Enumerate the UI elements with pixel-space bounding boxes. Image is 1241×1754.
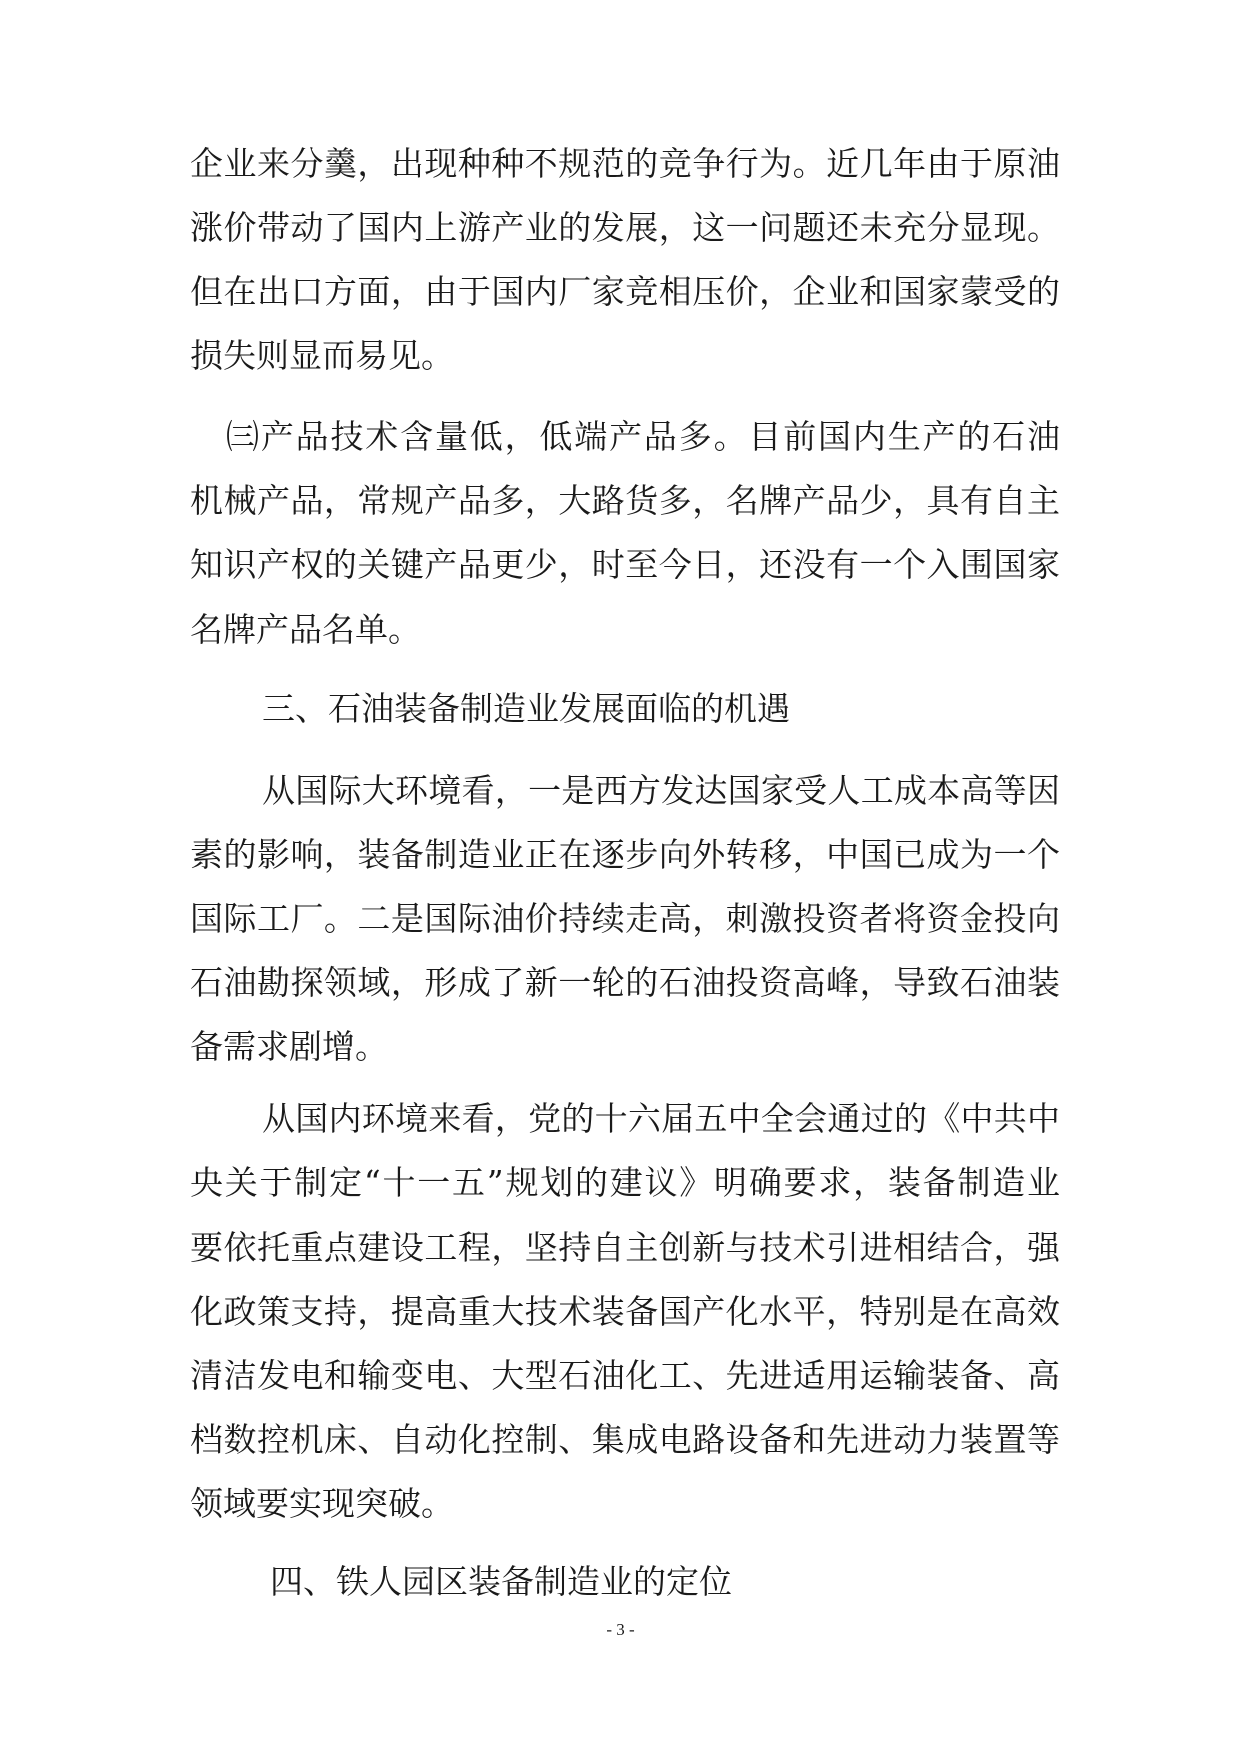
body-text-line: 央关于制定“十一五”规划的建议》明确要求，装备制造业 [190,1163,1060,1202]
body-text-line: 备需求剧增。 [190,1027,388,1066]
body-text-line: 领域要实现突破。 [190,1484,454,1523]
section-heading: 四、铁人园区装备制造业的定位 [270,1562,732,1601]
body-text-line: 化政策支持，提高重大技术装备国产化水平，特别是在高效 [190,1292,1060,1331]
body-text-line: 名牌产品名单。 [190,610,421,649]
body-text-line: 从国内环境来看，党的十六届五中全会通过的《中共中 [262,1099,1060,1138]
body-text-line: 企业来分羹，出现种种不规范的竞争行为。近几年由于原油 [190,144,1060,183]
body-text-line: ㈢产品技术含量低，低端产品多。目前国内生产的石油 [226,417,1060,456]
body-text-line: 国际工厂。二是国际油价持续走高，刺激投资者将资金投向 [190,899,1060,938]
body-text-line: 机械产品，常规产品多，大路货多，名牌产品少，具有自主 [190,481,1060,520]
body-text-line: 档数控机床、自动化控制、集成电路设备和先进动力装置等 [190,1420,1060,1459]
body-text-line: 但在出口方面，由于国内厂家竞相压价，企业和国家蒙受的 [190,272,1060,311]
body-text-line: 素的影响，装备制造业正在逐步向外转移，中国已成为一个 [190,835,1060,874]
section-heading: 三、石油装备制造业发展面临的机遇 [262,689,790,728]
body-text-line: 从国际大环境看，一是西方发达国家受人工成本高等因 [262,771,1060,810]
body-text-line: 清洁发电和输变电、大型石油化工、先进适用运输装备、高 [190,1356,1060,1395]
body-text-line: 涨价带动了国内上游产业的发展，这一问题还未充分显现。 [190,208,1060,247]
body-text-line: 损失则显而易见。 [190,336,454,375]
body-text-line: 要依托重点建设工程，坚持自主创新与技术引进相结合，强 [190,1228,1060,1267]
body-text-line: 知识产权的关键产品更少，时至今日，还没有一个入围国家 [190,545,1060,584]
page-number: - 3 - [606,1620,635,1639]
body-text-line: 石油勘探领域，形成了新一轮的石油投资高峰，导致石油装 [190,963,1060,1002]
